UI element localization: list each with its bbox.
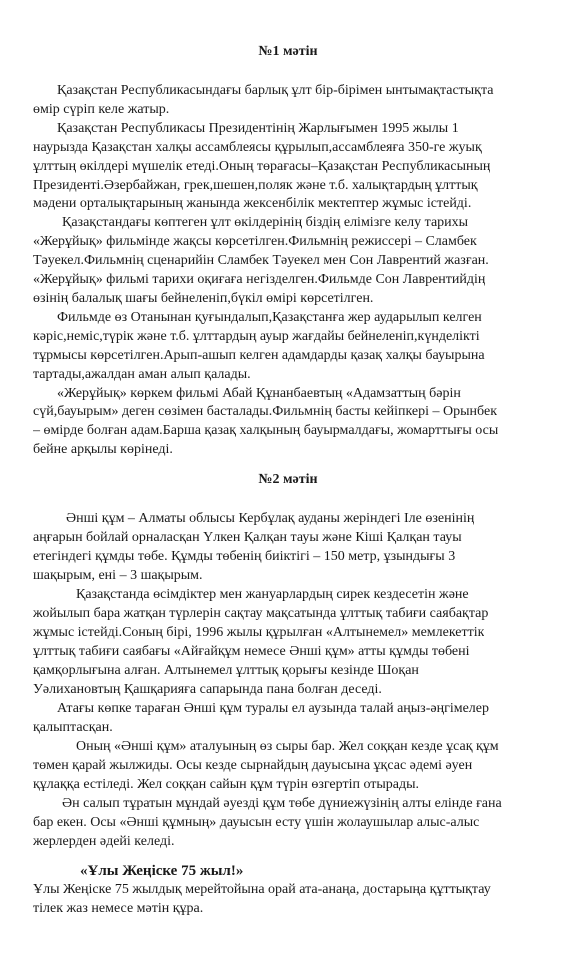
text1-line: Қазақстан Республикасы Президентінің Жарлығымен 1995 жылы 1 [57, 121, 459, 136]
text2-line: жұмыс істейді.Соның бірі, 1996 жылы құрылған «Алтынемел» мемлекеттік [33, 625, 485, 640]
text2-line: етегіндегі құмды төбе. Құмды төбенің биіктігі – 150 метр, ұзындығы 3 [33, 549, 456, 564]
text1-line: Тәуекел.Фильмнің сценарийін Сламбек Тәуекел мен Сон Лаврентий жазған. [33, 253, 489, 268]
text1-line: кәріс,неміс,түрік және т.б. ұлттардың ауыр жағдайы бейнеленіп,күнделікті [33, 329, 480, 344]
text1-line: бейне арқылы көрінеді. [33, 442, 173, 457]
text2-line: Уәлихановтың Қашқарияға сапарында пана болған деседі. [33, 682, 382, 697]
text1-line: мәдени орталықтарының жанында жексенбілік мектептер жұмыс істейді. [33, 196, 472, 211]
text1-title: №1 мәтін [258, 44, 318, 59]
text1-line: Фильмде өз Отанынан қуғындалып,Қазақстанға жер аударылып келген [57, 310, 482, 325]
text1-line: – өмірде болған адам.Барша қазақ халқының бауырмалдағы, жомарттығы осы [33, 423, 499, 438]
text2-line: Әнші құм – Алматы облысы Кербұлақ ауданы жеріндегі Іле өзенінің [66, 511, 475, 526]
text1-line: «Жерұйық» фильмінде жақсы көрсетілген.Фильмнің режиссері – Сламбек [33, 234, 477, 249]
text1-line: Президенті.Әзербайжан, грек,шешен,поляк және т.б. халықтардың ұлттық [33, 178, 478, 193]
text1-line: Қазақстан Республикасындағы барлық ұлт бір-бірімен ынтымақтастықта [57, 83, 494, 98]
text2-line: Ән салып тұратын мұндай әуезді құм төбе дүниежүзінің алты елінде ғана [62, 796, 502, 811]
text2-line: төмен қарай жылжиды. Осы кезде сырнайдың дауысына ұқсас әдемі әуен [33, 758, 473, 773]
text2-line: құлаққа естіледі. Жел соққан сайын құм түрін өзгертіп отырады. [33, 777, 420, 792]
text2-line: Оның «Әнші құм» аталуының өз сыры бар. Жел соққан кезде ұсақ құм [76, 739, 499, 754]
task-line: тілек жаз немесе мәтін құра. [33, 901, 204, 916]
text1-line: наурызда Қазақстан халқы ассамблеясы құрылып,ассамблеяға 350-ге жуық [33, 140, 482, 155]
text1-line: сүй,бауырым» деген сөзімен басталады.Фильмнің басты кейіпкері – Орынбек [33, 404, 498, 419]
text2-line: қамқорлығына алған. Алтынемел ұлттық қорығы кезінде Шоқан [33, 663, 419, 678]
text2-title: №2 мәтін [258, 472, 318, 487]
text2-line: Қазақстанда өсімдіктер мен жануарлардың сирек кездесетін және [76, 587, 469, 602]
text1-line: тартады,ажалдан аман алып қалады. [33, 367, 251, 382]
text1-line: өмір сүріп келе жатыр. [33, 102, 170, 117]
text1-line: «Жерұйық» фильмі тарихи оқиғаға негізделген.Фильмде Сон Лаврентийдің [33, 272, 486, 287]
text1-line: Қазақстандағы көптеген ұлт өкілдерінің біздің елімізге келу тарихы [62, 215, 469, 230]
text2-line: Атағы көпке тараған Әнші құм туралы ел аузында талай аңыз-әңгімелер [57, 701, 489, 716]
text1-line: «Жерұйық» көркем фильмі Абай Құнанбаевтың «Адамзаттың бәрін [57, 386, 461, 401]
text1-line: өзінің балалық шағы бейнеленіп,бүкіл өмірі көрсетілген. [33, 291, 374, 306]
text2-line: жойылып бара жатқан түрлерін сақтау мақсатында ұлттық табиғи саябақтар [33, 606, 489, 621]
text2-line: жерлерден әдейі келеді. [33, 834, 175, 849]
text2-line: бар екен. Осы «Әнші құмның» дауысын есту үшін жолаушылар алыс-алыс [33, 815, 480, 830]
text1-line: ұлттың өкілдері мүшелік етеді.Оның төрағасы–Қазақстан Республикасының [33, 159, 491, 174]
text2-line: аңғарын бойлай орналасқан Үлкен Қалқан тауы және Кіші Қалқан тауы [33, 530, 462, 545]
text1-line: тұрмысы көрсетілген.Арып-ашып келген адамдарды қазақ халқы бауырына [33, 348, 485, 363]
task-line: Ұлы Жеңіске 75 жылдық мерейтойына орай ата-анаңа, достарыңа құттықтау [33, 882, 491, 897]
text2-line: қалыптасқан. [33, 720, 113, 735]
text2-line: шақырым, ені – 3 шақырым. [33, 568, 203, 583]
text2-line: ұлттық табиғи саябағы «Айғайқұм немесе Әнші құм» атты құмды төбені [33, 644, 470, 659]
task-title: «Ұлы Жеңіске 75 жыл!» [80, 863, 244, 879]
